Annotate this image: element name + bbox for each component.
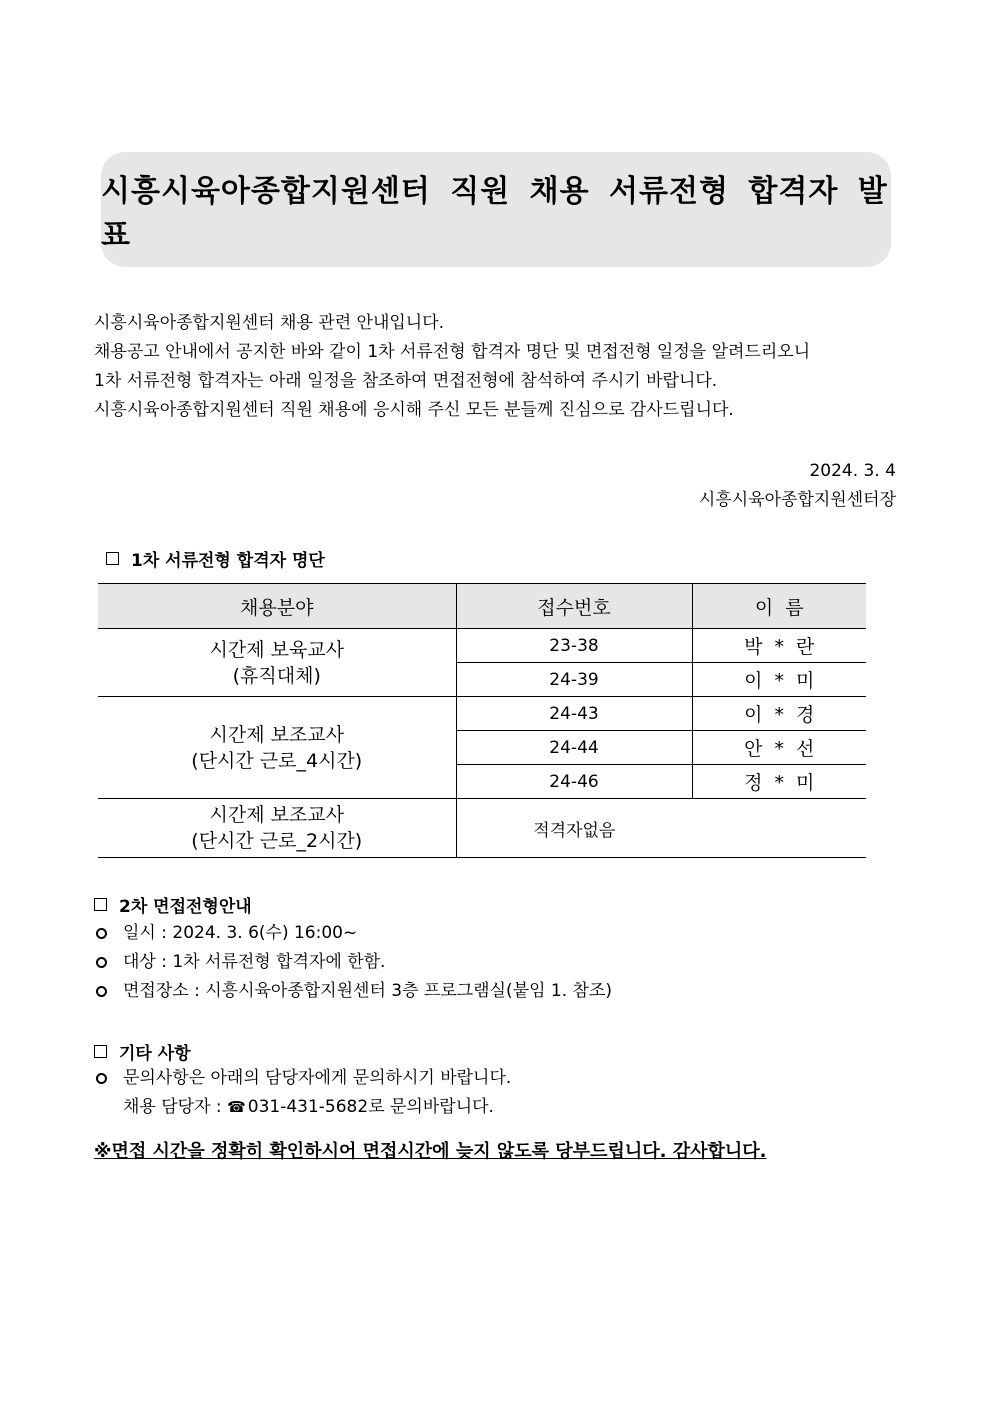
list-item: 대상 : 1차 서류전형 합격자에 한함. [94,948,612,977]
signature: 시흥시육아종합지원센터장 [698,490,896,510]
intro-line: 시흥시육아종합지원센터 직원 채용에 응시해 주신 모든 분들께 진심으로 감사드립니다. [94,400,734,420]
category-cell: 시간제 보육교사 (휴직대체) [98,629,456,697]
circle-bullet-icon [96,1073,107,1084]
section2-heading [94,892,252,917]
page-title: 시흥시육아종합지원센터 직원 채용 서류전형 합격자 발표 [101,173,888,253]
checkbox-square-icon [94,898,107,911]
name-cell: 정 * 미 [692,765,866,799]
candidate-table [98,583,866,858]
announcement-date: 2024. 3. 4 [809,461,896,481]
circle-bullet-icon [96,928,107,939]
number-cell: 24-43 [456,697,692,731]
number-cell: 23-38 [456,629,692,663]
category-cell: 시간제 보조교사 (단시간 근로_4시간) [98,697,456,799]
header-number: 접수번호 [456,584,692,629]
section1-heading [106,546,325,571]
checkbox-square-icon [94,1045,107,1058]
category-cell: 시간제 보조교사 (단시간 근로_2시간) [98,799,456,858]
closing-notice: ※면접 시간을 정확히 확인하시어 면접시간에 늦지 않도록 당부드립니다. 감사합니다. [94,1141,767,1162]
no-candidate-cell: 적격자없음 [456,799,866,858]
intro-line: 시흥시육아종합지원센터 채용 관련 안내입니다. [94,313,445,333]
intro-paragraph [94,309,904,425]
interview-info-list [94,919,612,1006]
number-cell: 24-39 [456,663,692,697]
name-cell: 안 * 선 [692,731,866,765]
number-cell: 24-44 [456,731,692,765]
table-row [98,799,866,858]
section3-heading [94,1039,191,1064]
list-item: 일시 : 2024. 3. 6(수) 16:00~ [94,919,612,948]
contact-line: 채용 담당자 : ☎ 031-431-5682로 문의바랍니다. [123,1097,494,1117]
name-cell: 이 * 미 [692,663,866,697]
header-field: 채용분야 [98,584,456,629]
other-info-list [94,1064,511,1122]
list-item: 면접장소 : 시흥시육아종합지원센터 3층 프로그램실(붙임 1. 참조) [94,977,612,1006]
circle-bullet-icon [96,957,107,968]
intro-line: 채용공고 안내에서 공지한 바와 같이 1차 서류전형 합격자 명단 및 면접전형 일정을 알려드리오니 [94,342,811,362]
number-cell: 24-46 [456,765,692,799]
section3-heading-text: 기타 사항 [119,1044,191,1064]
contact-phone: 031-431-5682 [247,1097,369,1117]
checkbox-square-icon [106,552,119,565]
circle-bullet-icon [96,986,107,997]
list-item: 문의사항은 아래의 담당자에게 문의하시기 바랍니다. [94,1064,511,1093]
name-cell: 이 * 경 [692,697,866,731]
title-box [101,152,891,267]
telephone-icon: ☎ [227,1098,246,1116]
header-name: 이 름 [692,584,866,629]
table-row [98,697,866,731]
name-cell: 박 * 란 [692,629,866,663]
section1-heading-text: 1차 서류전형 합격자 명단 [131,551,325,571]
table-header-row [98,584,866,629]
intro-line: 1차 서류전형 합격자는 아래 일정을 참조하여 면접전형에 참석하여 주시기 바랍니다. [94,371,718,391]
date-block [699,457,896,515]
table-row [98,629,866,663]
section2-heading-text: 2차 면접전형안내 [119,897,252,917]
